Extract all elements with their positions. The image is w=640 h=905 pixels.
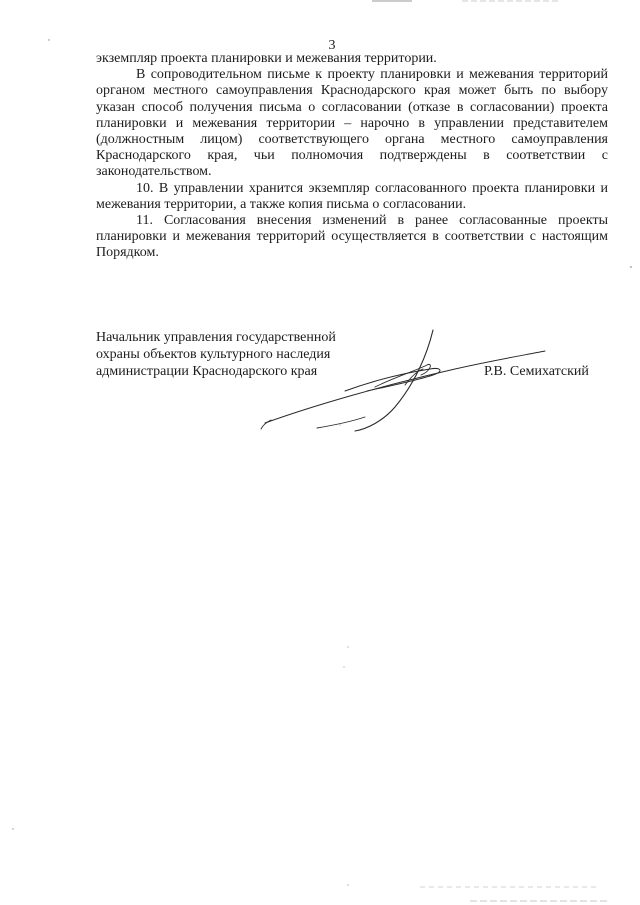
page-number: 3 [328, 38, 336, 53]
paragraph-item-10: 10. В управлении хранится экземпляр согласованного проекта планировки и межевания территории, а также копия письма о согласовании. [96, 180, 608, 212]
signatory-name: Р.В. Семихатский [484, 364, 589, 379]
position-line: охраны объектов культурного наследия [96, 347, 331, 362]
handwritten-signature [255, 325, 555, 435]
position-line: администрации Краснодарского края [96, 364, 318, 379]
position-line: Начальник управления государственной [96, 330, 336, 345]
paragraph-continuation: экземпляр проекта планировки и межевания территории. [96, 51, 437, 66]
paragraph-cover-letter: В сопроводительном письме к проекту планировки и межевания территорий органом местного самоуправления Краснодарского края может быть по выбору указан способ получения письма о согласовании (отказе в согласовании) проекта планировки и межевания территории – нарочно в управлении представителем (должностным лицом) соответствующего органа местного самоуправления Краснодарского края, чьи полномочия подтверждены в соответствии с законодательством. [96, 67, 608, 180]
document-body [96, 51, 608, 262]
paragraph-item-11: 11. Согласования внесения изменений в ранее согласованные проекты планировки и межевания территорий осуществляется в соответствии с настоящим Порядком. [96, 213, 608, 261]
